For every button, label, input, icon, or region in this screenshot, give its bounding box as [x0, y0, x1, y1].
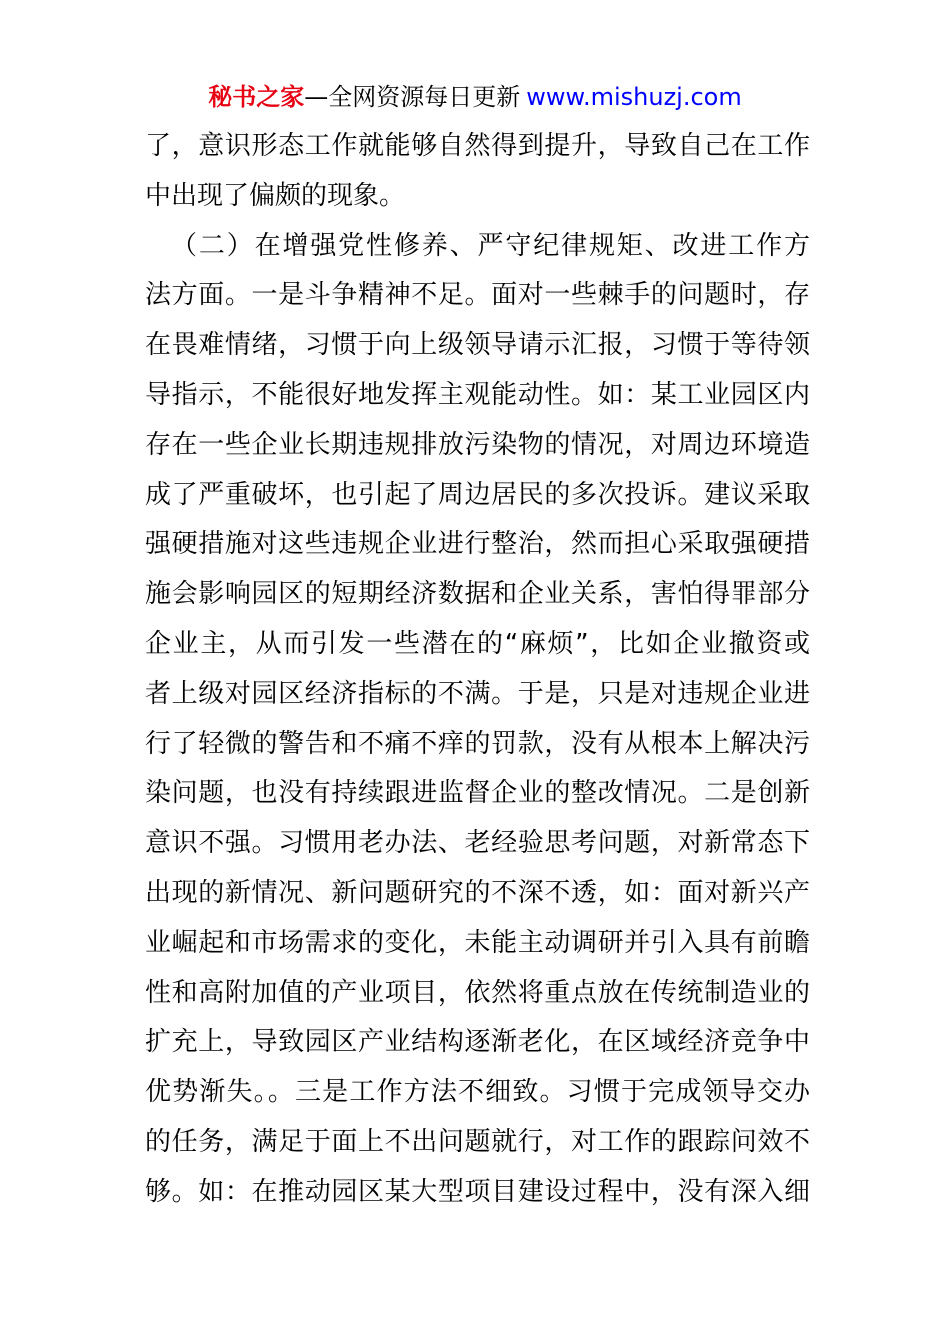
text-line: 中出现了偏颇的现象。 — [145, 180, 406, 211]
text-line: 染问题，也没有持续跟进监督企业的整改情况。二是创新 — [145, 778, 810, 809]
document-body — [145, 122, 810, 1218]
site-url-link[interactable]: www.mishuzj.com — [526, 83, 742, 111]
text-line: 成了严重破坏，也引起了周边居民的多次投诉。建议采取 — [145, 479, 810, 510]
text-line: 业崛起和市场需求的变化，未能主动调研并引入具有前瞻 — [145, 927, 810, 958]
text-line: 性和高附加值的产业项目，依然将重点放在传统制造业的 — [145, 977, 810, 1008]
text-line: 企业主，从而引发一些潜在的“麻烦”，比如企业撤资或 — [145, 628, 810, 659]
text-line: 的任务，满足于面上不出问题就行，对工作的跟踪问效不 — [145, 1126, 810, 1157]
text-line: 够。如：在推动园区某大型项目建设过程中，没有深入细 — [145, 1176, 810, 1207]
text-line: 扩充上，导致园区产业结构逐渐老化，在区域经济竞争中 — [145, 1027, 810, 1058]
text-line: 者上级对园区经济指标的不满。于是，只是对违规企业进 — [145, 678, 810, 709]
text-line: 了，意识形态工作就能够自然得到提升，导致自己在工作 — [145, 131, 810, 161]
text-line: 导指示，不能很好地发挥主观能动性。如：某工业园区内 — [145, 379, 810, 410]
text-line: 出现的新情况、新问题研究的不深不透，如：面对新兴产 — [145, 877, 810, 908]
text-line: 法方面。一是斗争精神不足。面对一些棘手的问题时，存 — [145, 280, 810, 311]
site-tagline: —全网资源每日更新 — [304, 83, 521, 111]
text-line: 施会影响园区的短期经济数据和企业关系，害怕得罪部分 — [145, 579, 810, 610]
paragraph-first-line: （二）在增强党性修养、严守纪律规矩、改进工作方 — [171, 230, 810, 261]
text-line: 强硬措施对这些违规企业进行整治，然而担心采取强硬措 — [145, 529, 810, 560]
site-header — [0, 80, 950, 114]
text-line: 行了轻微的警告和不痛不痒的罚款，没有从根本上解决污 — [145, 728, 810, 759]
text-line: 在畏难情绪，习惯于向上级领导请示汇报，习惯于等待领 — [145, 330, 810, 361]
text-line: 存在一些企业长期违规排放污染物的情况，对周边环境造 — [145, 429, 810, 460]
text-line: 意识不强。习惯用老办法、老经验思考问题，对新常态下 — [145, 828, 810, 859]
site-brand: 秘书之家 — [208, 83, 305, 111]
text-line: 优势渐失。。三是工作方法不细致。习惯于完成领导交办 — [145, 1077, 810, 1108]
